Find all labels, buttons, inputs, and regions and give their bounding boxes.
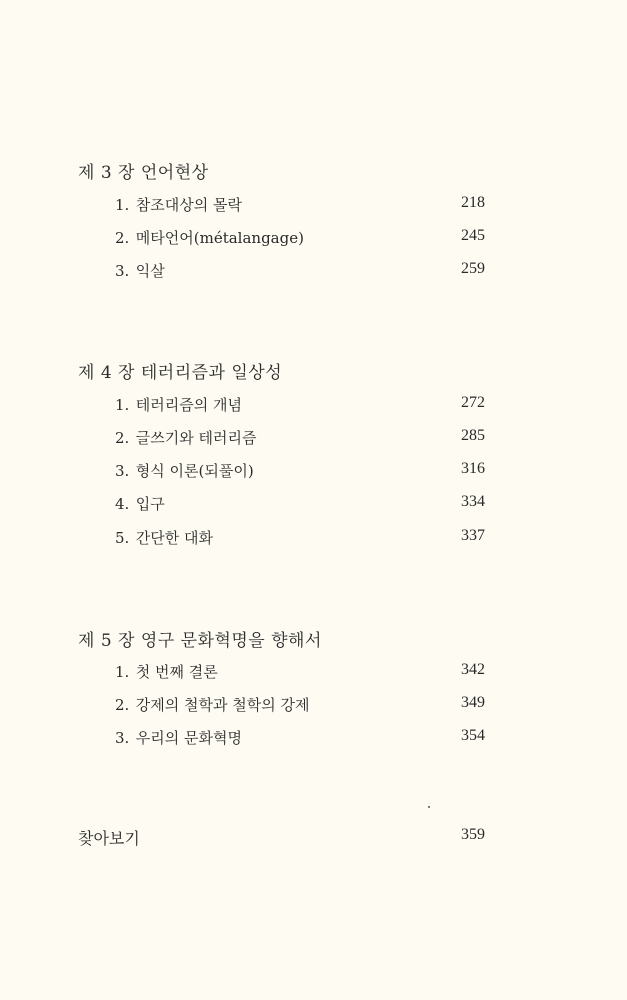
entry-number: 3. [115, 262, 130, 280]
entry-page-number: 245 [461, 227, 485, 244]
entry-title: 익살 [135, 262, 165, 280]
index-entry [78, 826, 485, 848]
toc-entry [115, 427, 485, 449]
entry-title: 형식 이론(되풀이) [135, 462, 254, 480]
entry-page-number: 218 [461, 194, 485, 211]
entry-page-number: 316 [461, 460, 485, 477]
chapter-5-title: 제 5 장 영구 문화혁명을 향해서 [78, 631, 322, 651]
entry-page-number: 334 [461, 493, 485, 510]
entry-page-number: 285 [461, 427, 485, 444]
entry-title: 간단한 대화 [135, 529, 213, 547]
entry-page-number: 272 [461, 394, 485, 411]
chapter-3-title: 제 3 장 언어현상 [78, 163, 209, 183]
toc-entry [115, 661, 485, 683]
entry-title: 테러리즘의 개념 [135, 396, 242, 414]
toc-entry [115, 394, 485, 416]
entry-number: 3. [115, 462, 130, 480]
entry-title: 메타언어(métalangage) [135, 229, 304, 247]
entry-number: 2. [115, 429, 130, 447]
entry-page-number: 337 [461, 527, 485, 544]
toc-entry [115, 727, 485, 749]
entry-number: 1. [115, 196, 130, 214]
entry-number: 1. [115, 663, 130, 681]
entry-title: 글쓰기와 테러리즘 [135, 429, 257, 447]
entry-page-number: 259 [461, 260, 485, 277]
entry-title: 참조대상의 몰락 [135, 196, 242, 214]
entry-number: 4. [115, 495, 130, 513]
entry-number: 3. [115, 729, 130, 747]
entry-number: 2. [115, 696, 130, 714]
entry-number: 2. [115, 229, 130, 247]
toc-entry [115, 527, 485, 549]
entry-number: 5. [115, 529, 130, 547]
entry-title: 입구 [135, 495, 165, 513]
index-title: 찾아보기 [78, 829, 140, 848]
index-page-number: 359 [461, 826, 485, 843]
toc-entry [115, 194, 485, 216]
entry-title: 우리의 문화혁명 [135, 729, 242, 747]
toc-entry [115, 227, 485, 249]
entry-title: 첫 번째 결론 [135, 663, 218, 681]
entry-title: 강제의 철학과 철학의 강제 [135, 696, 310, 714]
entry-page-number: 354 [461, 727, 485, 744]
toc-entry [115, 460, 485, 482]
paper-speck [428, 806, 430, 808]
entry-number: 1. [115, 396, 130, 414]
toc-entry [115, 260, 485, 282]
toc-entry [115, 493, 485, 515]
entry-page-number: 342 [461, 661, 485, 678]
chapter-4-title: 제 4 장 테러리즘과 일상성 [78, 363, 283, 383]
entry-page-number: 349 [461, 694, 485, 711]
toc-entry [115, 694, 485, 716]
